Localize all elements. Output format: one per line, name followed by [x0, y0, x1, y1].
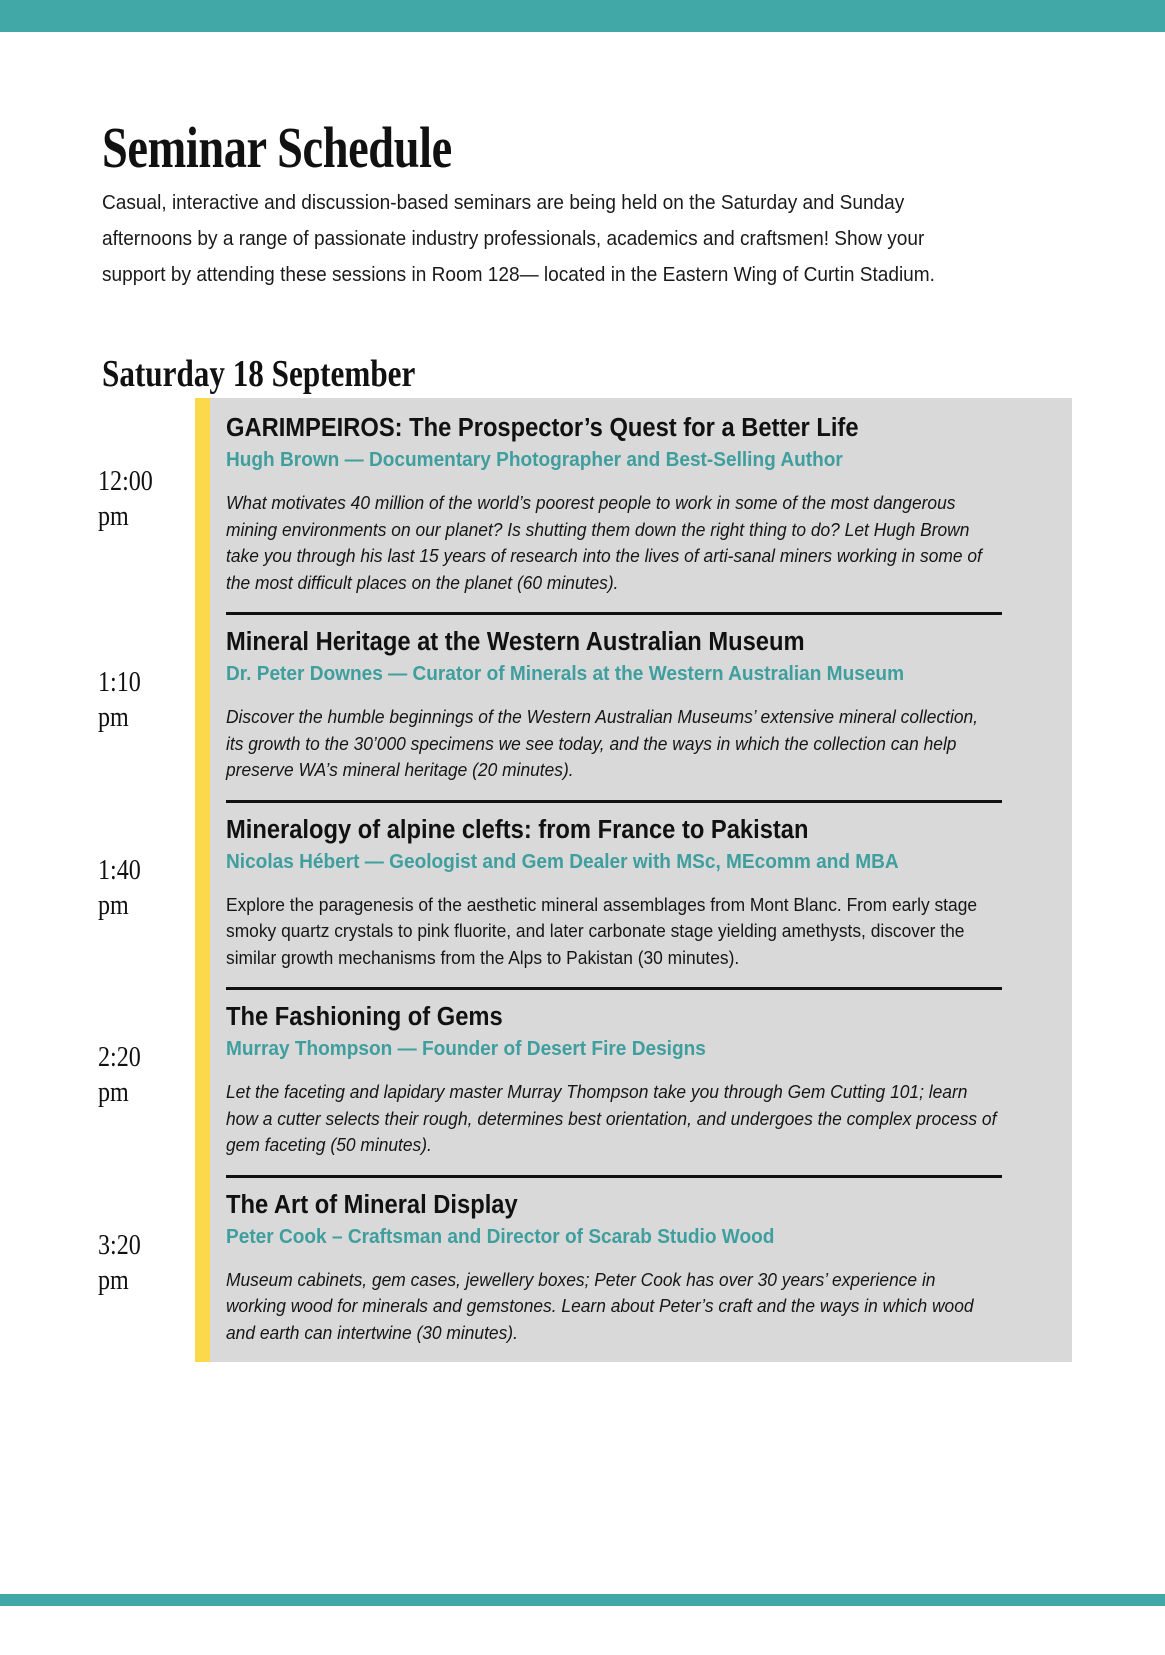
session-time	[98, 464, 175, 534]
session-speaker: Dr. Peter Downes — Curator of Minerals at the Western Australian Museum	[226, 662, 905, 685]
page-title: Seminar Schedule	[102, 114, 452, 180]
session-time-hour: 1:10	[98, 667, 141, 698]
session-title: Mineral Heritage at the Western Australian Museum	[226, 628, 805, 656]
session-time-meridiem: pm	[98, 1077, 129, 1108]
session-time	[98, 665, 175, 735]
session-speaker: Nicolas Hébert — Geologist and Gem Dealer with MSc, MEcomm and MBA	[226, 849, 899, 873]
intro-paragraph: Casual, interactive and discussion-based seminars are being held on the Saturday and Sunday afternoons by a range of passionate industry professionals, academics and craftsmen! Show your support by attending these sessions in Room 128— located in the Eastern Wing of Curtin Stadium.	[102, 190, 935, 286]
bottom-accent-bar	[0, 1594, 1165, 1606]
session-time-meridiem: pm	[98, 501, 129, 532]
day-heading: Saturday 18 September	[102, 352, 416, 395]
session-row	[0, 987, 1165, 1175]
session-time-hour: 1:40	[98, 854, 141, 886]
session-description: Museum cabinets, gem cases, jewellery boxes; Peter Cook has over 30 years’ experience in working wood for minerals and gemstones. Learn about Peter’s craft and the ways in which wood and earth can intertwine (30 minutes).	[226, 1268, 974, 1343]
session-description: Let the faceting and lapidary master Murray Thompson take you through Gem Cutting 101; learn how a cutter selects their rough, determines best orientation, and undergoes the complex process of gem faceting (50 minutes).	[226, 1081, 997, 1155]
session-row	[0, 398, 1165, 612]
session-body	[226, 987, 1002, 1175]
session-body	[226, 612, 1002, 800]
session-body	[226, 1175, 1002, 1363]
session-speaker: Murray Thompson — Founder of Desert Fire Designs	[226, 1037, 706, 1060]
session-time-hour: 3:20	[98, 1229, 141, 1261]
session-time	[98, 853, 175, 923]
session-list	[0, 398, 1165, 1362]
session-time	[98, 1228, 175, 1298]
session-row	[0, 800, 1165, 988]
session-body	[226, 398, 1002, 612]
session-description: Discover the humble beginnings of the Western Australian Museums’ extensive mineral collection, its growth to the 30’000 specimens we see today, and the ways in which the collection can help preserve WA’s mineral heritage (20 minutes).	[226, 706, 979, 780]
session-body	[226, 800, 1002, 988]
session-title: The Art of Mineral Display	[226, 1190, 518, 1219]
session-title: GARIMPEIROS: The Prospector’s Quest for a Better Life	[226, 414, 859, 442]
session-time-hour: 12:00	[98, 466, 153, 497]
session-time	[98, 1040, 175, 1110]
session-time-meridiem: pm	[98, 702, 129, 733]
session-time-meridiem: pm	[98, 1264, 129, 1296]
session-title: Mineralogy of alpine clefts: from France to Pakistan	[226, 815, 809, 844]
session-row	[0, 1175, 1165, 1363]
session-description: What motivates 40 million of the world’s poorest people to work in some of the most dangerous mining environments on our planet? Is shutting them down the right thing to do? Let Hugh Brown take you through his last 15 years of research into the lives of arti-sanal miners working in some of the most difficult places on the planet (60 minutes).	[226, 492, 982, 593]
session-speaker: Peter Cook – Craftsman and Director of Scarab Studio Wood	[226, 1224, 775, 1248]
session-row	[0, 612, 1165, 800]
session-time-hour: 2:20	[98, 1042, 141, 1073]
session-speaker: Hugh Brown — Documentary Photographer and Best-Selling Author	[226, 448, 843, 471]
session-title: The Fashioning of Gems	[226, 1003, 503, 1031]
session-time-meridiem: pm	[98, 889, 129, 921]
session-description: Explore the paragenesis of the aesthetic mineral assemblages from Mont Blanc. From early stage smoky quartz crystals to pink fluorite, and later carbonate stage yielding amethysts, discover the similar growth mechanisms from the Alps to Pakistan (30 minutes).	[226, 893, 978, 968]
